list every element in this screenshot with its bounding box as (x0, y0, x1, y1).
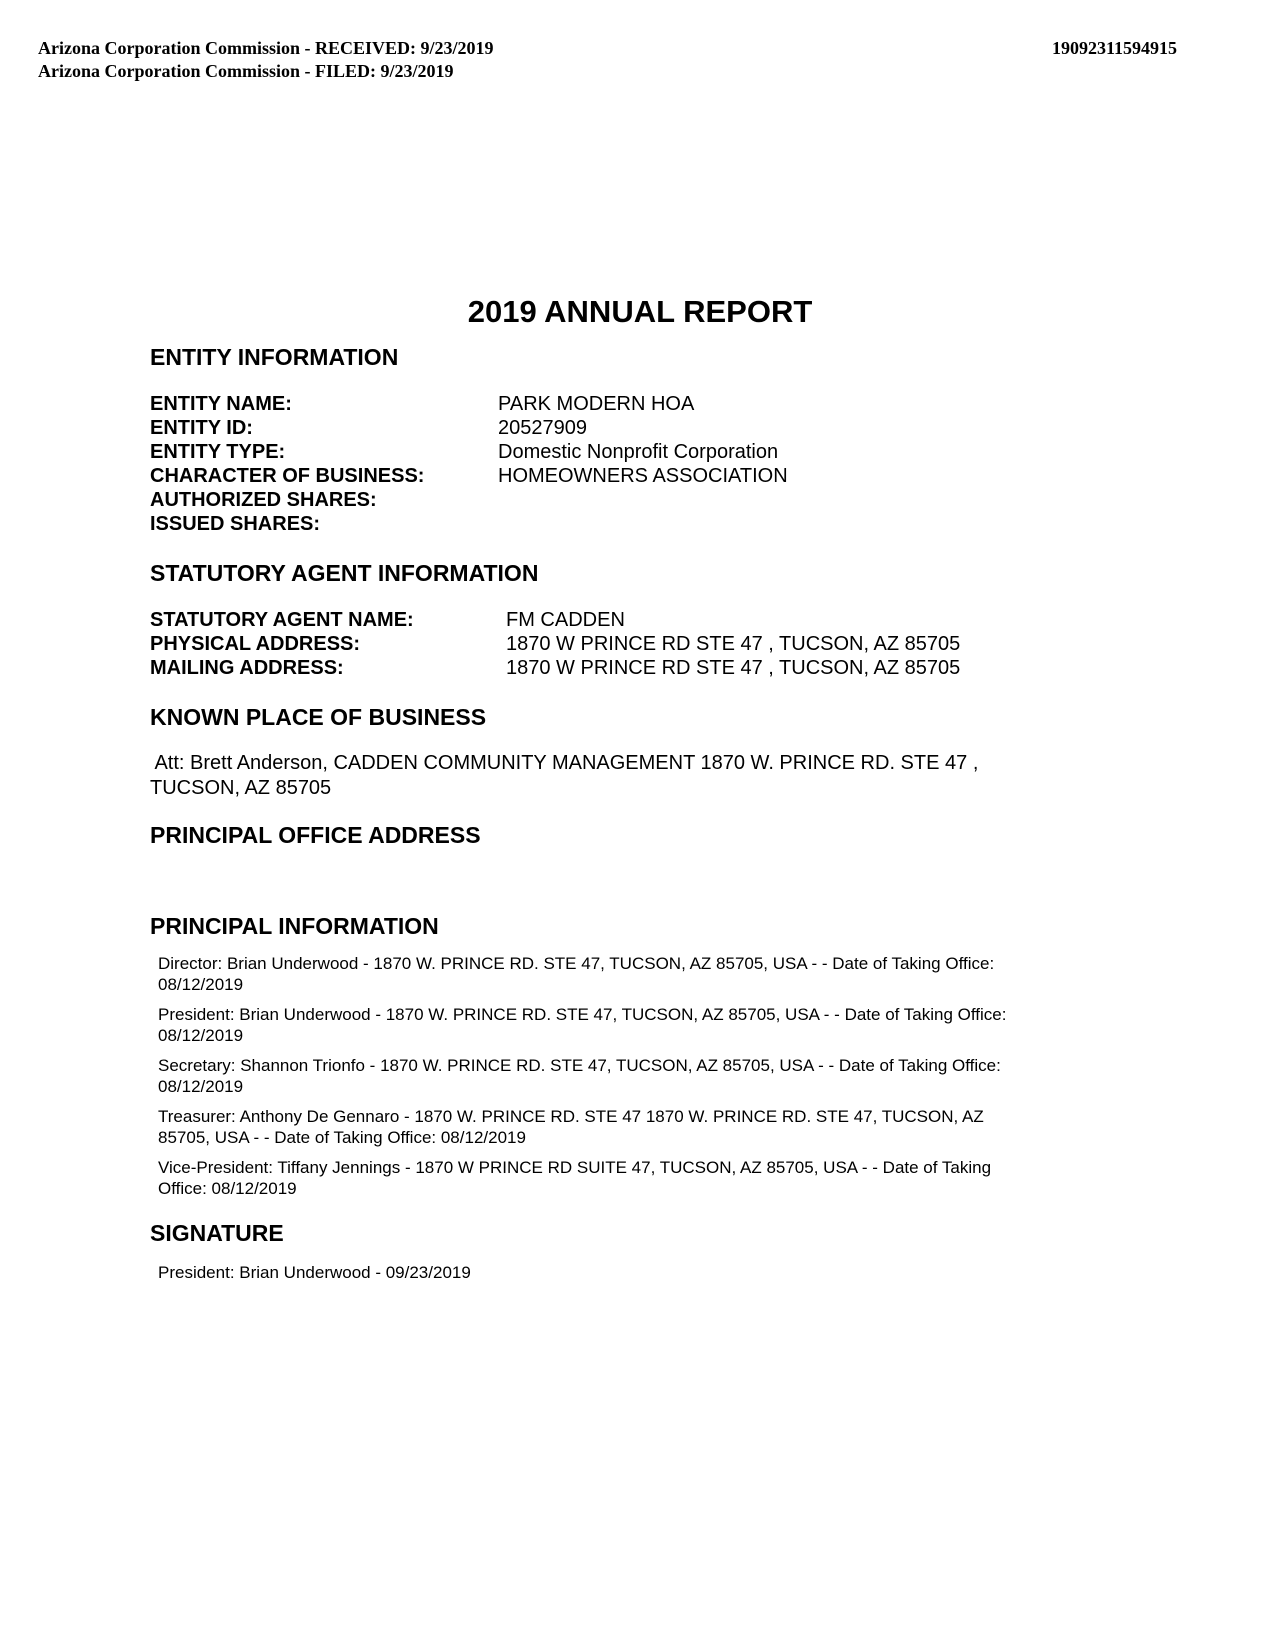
mailing-address-value: 1870 W PRINCE RD STE 47 , TUCSON, AZ 85705 (506, 657, 961, 679)
known-place-line-2: TUCSON, AZ 85705 (150, 777, 332, 799)
principal-line: 08/12/2019 (158, 1026, 244, 1045)
principal-line: Vice-President: Tiffany Jennings - 1870 W PRINCE RD SUITE 47, TUCSON, AZ 85705, USA - - Date of Taking (158, 1158, 992, 1177)
received-stamp: Arizona Corporation Commission - RECEIVED: 9/23/2019 (38, 38, 494, 58)
entity-name-label: ENTITY NAME: (150, 393, 292, 415)
known-place-address (150, 751, 1050, 801)
issued-shares-label: ISSUED SHARES: (150, 513, 321, 535)
entity-type-label: ENTITY TYPE: (150, 441, 286, 463)
principal-information-heading: PRINCIPAL INFORMATION (150, 913, 439, 939)
principal-line: 08/12/2019 (158, 1077, 244, 1096)
principal-director (158, 953, 1128, 1004)
principal-line: President: Brian Underwood - 1870 W. PRINCE RD. STE 47, TUCSON, AZ 85705, USA - - Date of Taking Office: (158, 1005, 1007, 1024)
character-of-business-label: CHARACTER OF BUSINESS: (150, 465, 425, 487)
principal-secretary (158, 1055, 1128, 1106)
filed-stamp: Arizona Corporation Commission - FILED: 9/23/2019 (38, 61, 454, 81)
principal-line: 85705, USA - - Date of Taking Office: 08/12/2019 (158, 1128, 526, 1147)
physical-address-label: PHYSICAL ADDRESS: (150, 633, 361, 655)
principal-president (158, 1004, 1128, 1055)
principal-vice-president (158, 1157, 1128, 1208)
document-id: 19092311594915 (1051, 38, 1177, 58)
report-title: 2019 ANNUAL REPORT (467, 294, 813, 329)
physical-address-value: 1870 W PRINCE RD STE 47 , TUCSON, AZ 85705 (506, 633, 961, 655)
principal-line: Director: Brian Underwood - 1870 W. PRINCE RD. STE 47, TUCSON, AZ 85705, USA - - Date of Taking Office: (158, 954, 995, 973)
entity-information-heading: ENTITY INFORMATION (150, 344, 399, 370)
entity-id-label: ENTITY ID: (150, 417, 253, 439)
agent-name-value: FM CADDEN (506, 609, 625, 631)
entity-id-value: 20527909 (498, 417, 587, 439)
principal-list (158, 953, 1128, 1208)
authorized-shares-label: AUTHORIZED SHARES: (150, 489, 377, 511)
principal-line: 08/12/2019 (158, 975, 244, 994)
principal-office-heading: PRINCIPAL OFFICE ADDRESS (150, 822, 481, 848)
signature-text: President: Brian Underwood - 09/23/2019 (158, 1263, 471, 1282)
statutory-agent-heading: STATUTORY AGENT INFORMATION (150, 560, 539, 586)
mailing-address-label: MAILING ADDRESS: (150, 657, 344, 679)
known-place-line-1: Att: Brett Anderson, CADDEN COMMUNITY MANAGEMENT 1870 W. PRINCE RD. STE 47 , (150, 752, 979, 774)
signature-heading: SIGNATURE (150, 1220, 284, 1246)
entity-name-value: PARK MODERN HOA (498, 393, 695, 415)
agent-name-label: STATUTORY AGENT NAME: (150, 609, 414, 631)
principal-treasurer (158, 1106, 1128, 1157)
entity-type-value: Domestic Nonprofit Corporation (498, 441, 779, 463)
principal-line: Office: 08/12/2019 (158, 1179, 297, 1198)
character-of-business-value: HOMEOWNERS ASSOCIATION (498, 465, 788, 487)
principal-line: Secretary: Shannon Trionfo - 1870 W. PRINCE RD. STE 47, TUCSON, AZ 85705, USA - - Date of Taking Office: (158, 1056, 1001, 1075)
principal-line: Treasurer: Anthony De Gennaro - 1870 W. PRINCE RD. STE 47 1870 W. PRINCE RD. STE 47, TUCSON, AZ (158, 1107, 984, 1126)
known-place-heading: KNOWN PLACE OF BUSINESS (150, 704, 487, 730)
